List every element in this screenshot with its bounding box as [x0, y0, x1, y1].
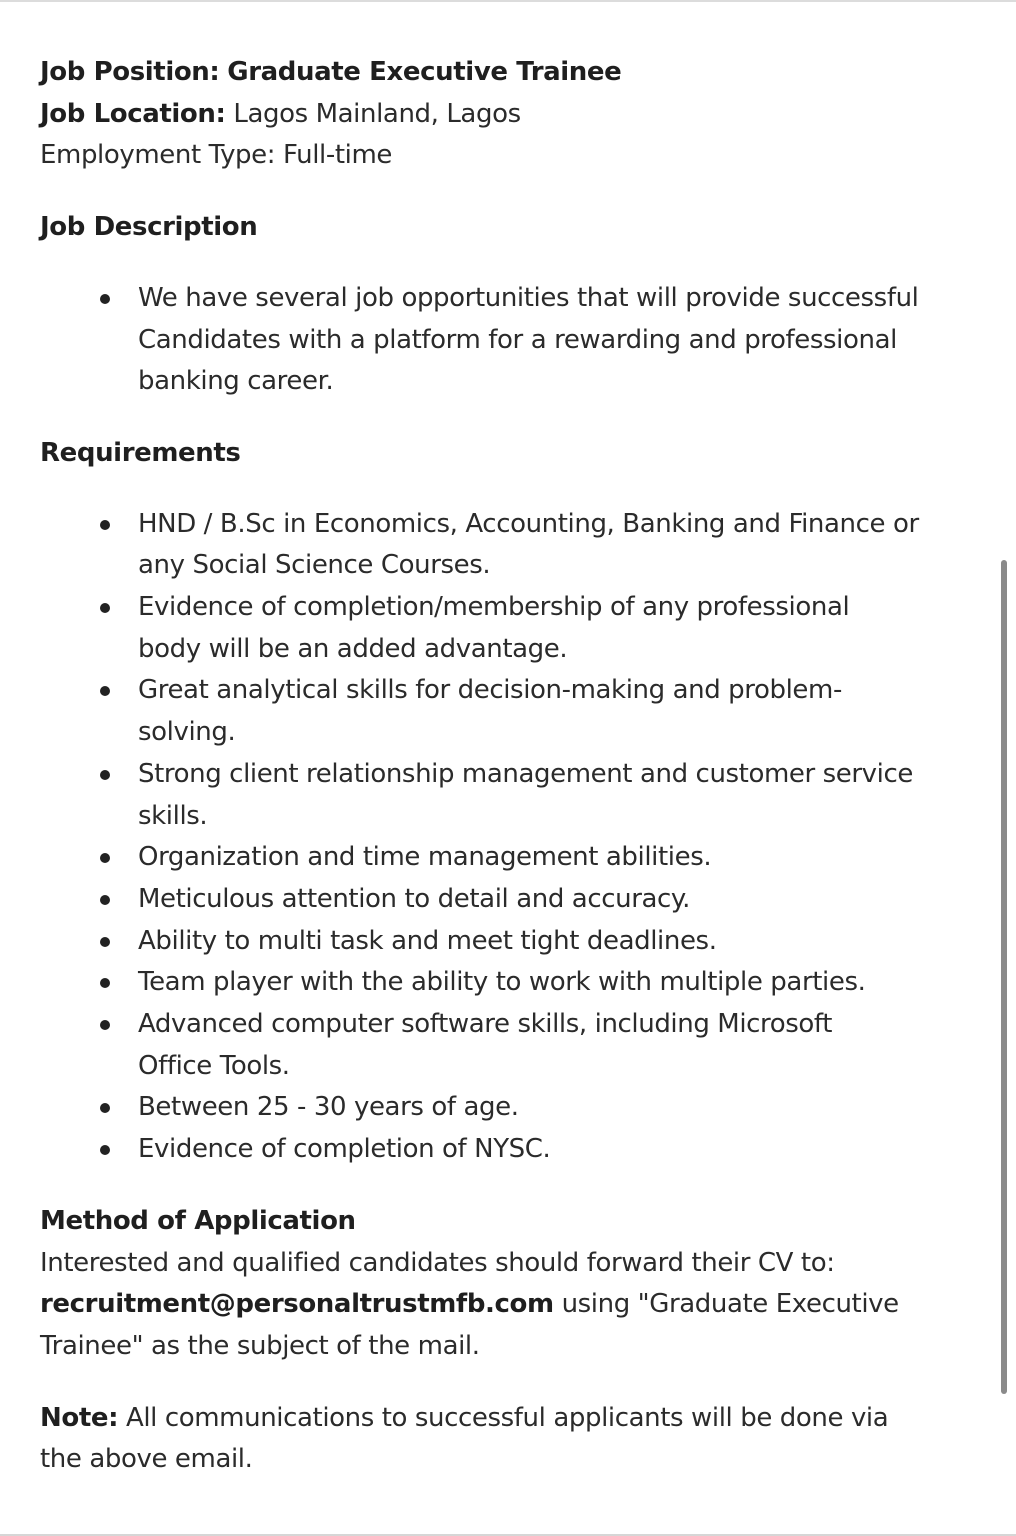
requirement-text: body will be an added advantage.	[138, 633, 568, 664]
list-item	[40, 504, 980, 587]
requirement-text: Ability to multi task and meet tight deadlines.	[138, 925, 717, 956]
application-email[interactable]: recruitment@personaltrustmfb.com	[40, 1289, 554, 1320]
requirement-text: any Social Science Courses.	[138, 550, 491, 581]
requirement-text: Evidence of completion of NYSC.	[138, 1134, 551, 1165]
list-item	[40, 837, 980, 879]
bullet-icon	[100, 895, 110, 905]
requirement-text: HND / B.Sc in Economics, Accounting, Banking and Finance or	[138, 508, 919, 539]
list-item	[40, 1129, 980, 1171]
requirement-text: Advanced computer software skills, including Microsoft	[138, 1009, 833, 1040]
list-item	[40, 962, 980, 1004]
requirement-text: Evidence of completion/membership of any professional	[138, 592, 850, 623]
requirement-text: Between 25 - 30 years of age.	[138, 1092, 519, 1123]
list-item	[40, 879, 980, 921]
list-item	[40, 921, 980, 963]
requirement-text: Team player with the ability to work with multiple parties.	[138, 967, 866, 998]
requirement-text: Strong client relationship management and customer service	[138, 758, 913, 789]
bullet-icon	[100, 686, 110, 696]
job-post	[40, 52, 980, 1481]
list-item	[40, 1004, 980, 1087]
note-text: All communications to successful applicants will be done via	[118, 1402, 889, 1433]
job-description-heading: Job Description	[40, 212, 258, 243]
list-item	[40, 278, 980, 403]
bullet-icon	[100, 294, 110, 304]
job-location-line	[40, 94, 980, 136]
note-line	[40, 1398, 980, 1440]
description-line: We have several job opportunities that will provide successful	[138, 282, 919, 313]
job-position-line	[40, 52, 980, 94]
scrollbar[interactable]	[1001, 560, 1007, 1394]
job-description-list	[40, 278, 980, 403]
bullet-icon	[100, 770, 110, 780]
description-line: Candidates with a platform for a rewarding and professional	[138, 324, 897, 355]
application-email-line	[40, 1284, 980, 1326]
bullet-icon	[100, 520, 110, 530]
requirement-text: skills.	[138, 800, 208, 831]
requirement-text: solving.	[138, 717, 236, 748]
bullet-icon	[100, 1103, 110, 1113]
requirement-text: Organization and time management abilities.	[138, 842, 712, 873]
bullet-icon	[100, 937, 110, 947]
bullet-icon	[100, 978, 110, 988]
application-intro: Interested and qualified candidates should forward their CV to:	[40, 1247, 835, 1278]
requirements-heading: Requirements	[40, 437, 241, 468]
application-subject-text: using "Graduate Executive	[553, 1289, 899, 1320]
requirement-text: Meticulous attention to detail and accuracy.	[138, 883, 691, 914]
requirement-text: Great analytical skills for decision-making and problem-	[138, 675, 842, 706]
requirement-text: Office Tools.	[138, 1050, 290, 1081]
job-location-label: Job Location:	[40, 98, 226, 129]
employment-type: Employment Type: Full-time	[40, 140, 392, 171]
list-item	[40, 670, 980, 753]
note-text-2: the above email.	[40, 1444, 253, 1475]
bullet-icon	[100, 603, 110, 613]
list-item	[40, 587, 980, 670]
job-location-value: Lagos Mainland, Lagos	[233, 98, 521, 129]
description-line: banking career.	[138, 366, 334, 397]
list-item	[40, 754, 980, 837]
application-subject-text-2: Trainee" as the subject of the mail.	[40, 1330, 480, 1361]
bullet-icon	[100, 853, 110, 863]
top-divider	[0, 0, 1016, 2]
bullet-icon	[100, 1145, 110, 1155]
job-position-label: Job Position:	[40, 57, 220, 87]
requirements-list	[40, 504, 980, 1171]
method-of-application-heading: Method of Application	[40, 1205, 356, 1236]
note-label: Note:	[40, 1402, 119, 1433]
job-position-value: Graduate Executive Trainee	[227, 57, 622, 87]
bullet-icon	[100, 1020, 110, 1030]
list-item	[40, 1087, 980, 1129]
